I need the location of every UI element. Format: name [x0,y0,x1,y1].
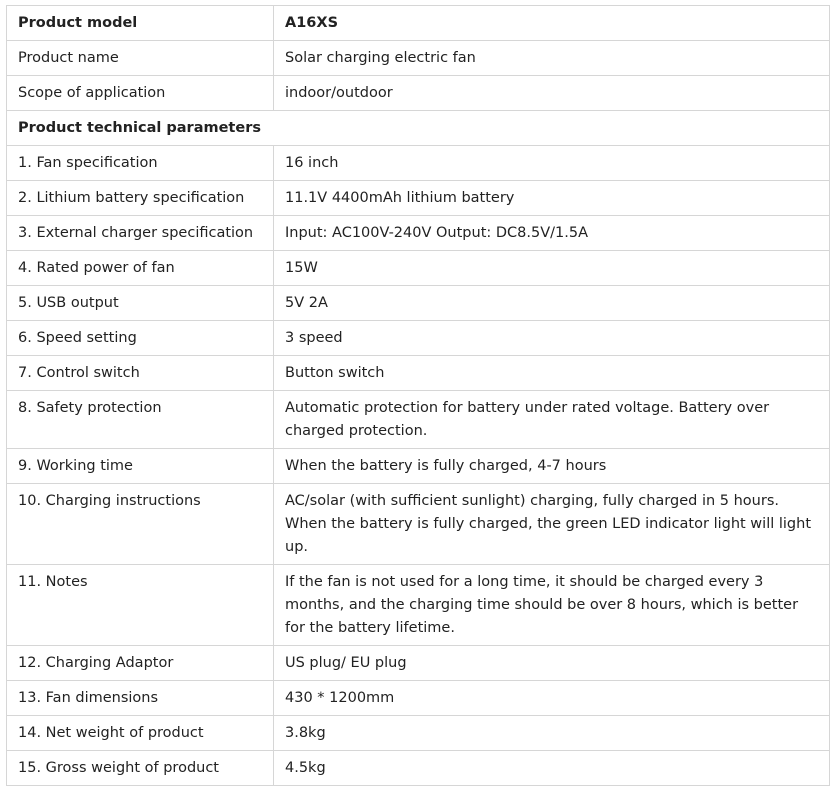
table-row [7,646,830,681]
table-row [7,216,830,251]
label-cell: 11. Notes [7,565,274,646]
table-row [7,251,830,286]
label-cell: 13. Fan dimensions [7,681,274,716]
label-cell: 14. Net weight of product [7,716,274,751]
table-row [7,286,830,321]
header-label-cell: Product model [7,6,274,41]
value-cell: AC/solar (with sufficient sunlight) charging, fully charged in 5 hours. When the battery is fully charged, the green LED indicator light will light up. [274,484,830,565]
label-cell: Product name [7,41,274,76]
table-row [7,681,830,716]
label-cell: 1. Fan specification [7,146,274,181]
table-row [7,181,830,216]
value-cell: Input: AC100V-240V Output: DC8.5V/1.5A [274,216,830,251]
table-row [7,449,830,484]
value-cell: indoor/outdoor [274,76,830,111]
label-cell: 3. External charger specification [7,216,274,251]
value-cell: 5V 2A [274,286,830,321]
value-cell: 3.8kg [274,716,830,751]
label-cell: 8. Safety protection [7,391,274,449]
value-cell: 3 speed [274,321,830,356]
spec-table [6,5,830,786]
table-row [7,751,830,786]
table-row [7,41,830,76]
spec-table-body [7,6,830,786]
table-row [7,76,830,111]
table-row [7,716,830,751]
table-row [7,356,830,391]
label-cell: 12. Charging Adaptor [7,646,274,681]
label-cell: 6. Speed setting [7,321,274,356]
section-header-row [7,111,830,146]
value-cell: If the fan is not used for a long time, it should be charged every 3 months, and the charging time should be over 8 hours, which is better for the battery lifetime. [274,565,830,646]
value-cell: 4.5kg [274,751,830,786]
table-row [7,321,830,356]
table-row [7,565,830,646]
label-cell: 15. Gross weight of product [7,751,274,786]
label-cell: 2. Lithium battery specification [7,181,274,216]
table-row [7,484,830,565]
header-value-cell: A16XS [274,6,830,41]
label-cell: 4. Rated power of fan [7,251,274,286]
value-cell: Button switch [274,356,830,391]
value-cell: 430 * 1200mm [274,681,830,716]
value-cell: 11.1V 4400mAh lithium battery [274,181,830,216]
table-row [7,146,830,181]
value-cell: 16 inch [274,146,830,181]
value-cell: Automatic protection for battery under rated voltage. Battery over charged protection. [274,391,830,449]
label-cell: 7. Control switch [7,356,274,391]
value-cell: US plug/ EU plug [274,646,830,681]
value-cell: Solar charging electric fan [274,41,830,76]
label-cell: Scope of application [7,76,274,111]
header-row [7,6,830,41]
label-cell: 5. USB output [7,286,274,321]
section-title: Product technical parameters [7,111,830,146]
value-cell: 15W [274,251,830,286]
value-cell: When the battery is fully charged, 4-7 hours [274,449,830,484]
label-cell: 10. Charging instructions [7,484,274,565]
label-cell: 9. Working time [7,449,274,484]
table-row [7,391,830,449]
